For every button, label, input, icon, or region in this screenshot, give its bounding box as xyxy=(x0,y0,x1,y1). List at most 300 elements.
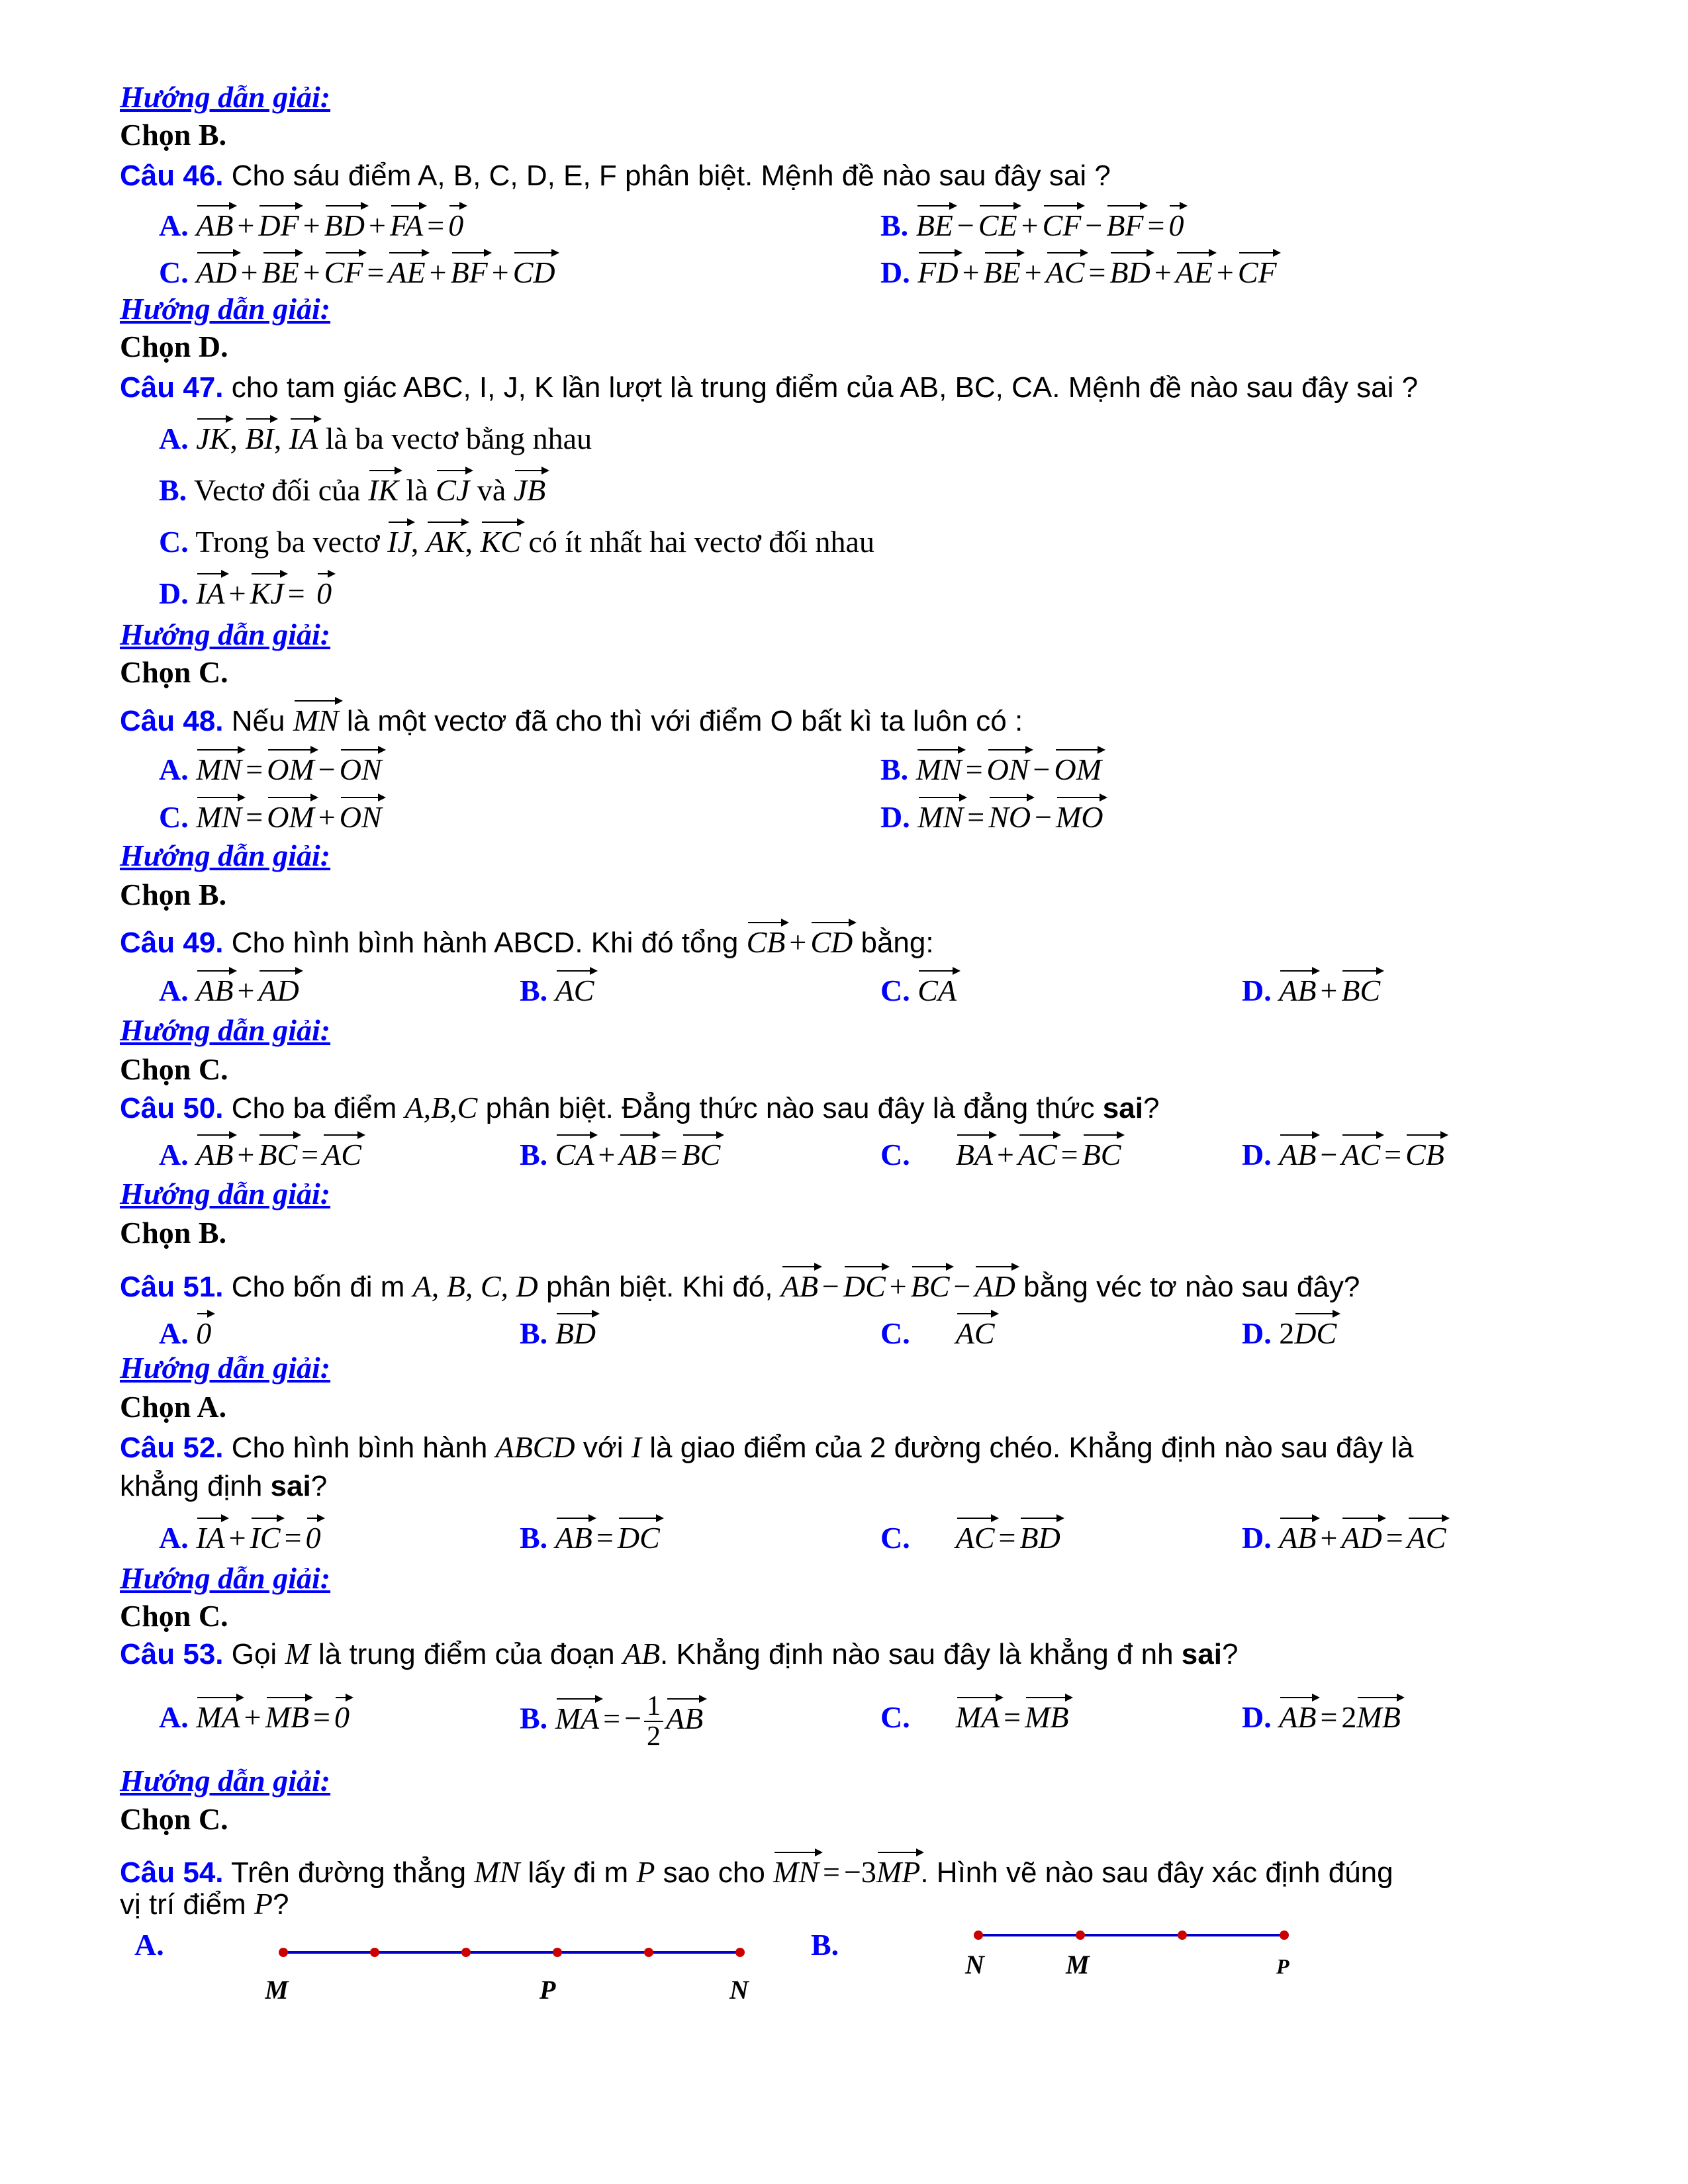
text-run: I xyxy=(631,1430,642,1464)
option-53-d: D. AB = 2MB xyxy=(1242,1692,1401,1737)
math-operator: + xyxy=(889,1269,907,1303)
answer-text: Chọn B. xyxy=(120,118,227,152)
vector-term: MA xyxy=(555,1693,599,1738)
option-label: B. xyxy=(520,974,548,1007)
vector-term: BD xyxy=(1109,247,1150,292)
vector-term: 0 xyxy=(448,200,463,245)
math-operator: = xyxy=(823,1855,840,1889)
math-operator: + xyxy=(228,1521,246,1555)
option-50-d xyxy=(1242,1129,1444,1174)
text-run: Nếu xyxy=(223,705,293,737)
math-operator: + xyxy=(429,255,447,289)
vector-term: IA xyxy=(289,413,318,458)
option-46-d xyxy=(880,247,1277,292)
option-47-a: A. JK, BI, IA là ba vectơ bằng nhau xyxy=(159,413,592,458)
option-label: D. xyxy=(1242,1521,1272,1555)
vector-term: MA xyxy=(196,1692,240,1737)
option-51-c xyxy=(880,1308,995,1353)
text-run: Hướng dẫn giải: xyxy=(120,1013,331,1047)
text-run: ? xyxy=(310,1470,328,1502)
solution-heading xyxy=(120,1175,330,1213)
vector-term: BD xyxy=(555,1308,596,1353)
option-label: A. xyxy=(159,974,189,1007)
vector-term: AB xyxy=(619,1129,656,1174)
vector-term: OM xyxy=(1055,744,1102,789)
vector-term: BD xyxy=(1019,1512,1060,1557)
option-48-c xyxy=(159,792,382,837)
figure-b-label-n: N xyxy=(965,1950,984,1979)
vector-term: AC xyxy=(322,1129,361,1174)
option-49-d xyxy=(1242,965,1380,1010)
option-label: B. xyxy=(159,473,187,507)
option-52-d xyxy=(1242,1512,1446,1557)
option-label: D. xyxy=(1242,1700,1272,1734)
option-53-a xyxy=(159,1692,350,1737)
math-operator: = xyxy=(287,576,305,610)
vector-term: AE xyxy=(1176,247,1213,292)
vector-term: IA xyxy=(196,568,224,613)
option-label: B. xyxy=(811,1928,839,1962)
text-run: ? xyxy=(1143,1092,1160,1124)
vector-term: AE xyxy=(388,247,425,292)
option-label: A. xyxy=(159,752,189,786)
vector-term: BF xyxy=(451,247,488,292)
answer-choice xyxy=(120,1800,228,1839)
vector-term: FA xyxy=(390,200,423,245)
text-run: Câu 52. xyxy=(120,1432,224,1464)
solution-heading xyxy=(120,78,330,116)
vector-term: BA xyxy=(956,1129,993,1174)
option-49-a xyxy=(159,965,299,1010)
option-52-c xyxy=(880,1512,1060,1557)
figure-a-dot xyxy=(735,1948,745,1957)
vector-term: CB xyxy=(747,917,786,962)
vector-term: OM xyxy=(267,792,314,837)
vector-term: BC xyxy=(682,1129,721,1174)
math-operator: + xyxy=(303,255,320,289)
vector-term: MN xyxy=(917,792,963,837)
vector-term: DF xyxy=(258,200,299,245)
figure-a-dot xyxy=(644,1948,653,1957)
text-run: Cho hình bình hành xyxy=(223,1432,496,1464)
vector-term: DC xyxy=(1294,1308,1336,1353)
option-53-b: B. MA = − $\frac{1}{2}$ AB xyxy=(520,1691,704,1752)
option-label: A. xyxy=(159,422,189,455)
option-51-d: D. 2DC xyxy=(1242,1308,1336,1353)
vector-term: AB xyxy=(196,200,233,245)
vector-term: AD xyxy=(196,247,236,292)
text-run: Hướng dẫn giải: xyxy=(120,1764,331,1797)
math-operator: = xyxy=(1147,208,1165,242)
text-run: lấy đi m xyxy=(520,1856,637,1889)
text-run: Hướng dẫn giải: xyxy=(120,1177,331,1210)
vector-term: CD xyxy=(513,247,555,292)
math-operator: = xyxy=(427,208,445,242)
option-47-c: C. Trong ba vectơ IJ, AK, KC có ít nhất hai vectơ đối nhau xyxy=(159,516,874,561)
vector-term: AD xyxy=(1341,1512,1382,1557)
vector-term: BF xyxy=(1106,200,1143,245)
vector-term: AB xyxy=(1279,1129,1316,1174)
vector-term: AC xyxy=(1341,1129,1380,1174)
text-run: bằng: xyxy=(853,927,934,959)
text-run: Câu 51. xyxy=(120,1271,224,1303)
vector-term: AC xyxy=(1018,1129,1057,1174)
vector-term: CD xyxy=(810,917,853,962)
option-label: D. xyxy=(1242,974,1272,1007)
vector-term: JB xyxy=(514,465,546,510)
vector-term: IC xyxy=(250,1512,281,1557)
text-run: Câu 48. xyxy=(120,705,224,737)
vector-term: 0 xyxy=(196,1308,211,1353)
option-label: A. xyxy=(159,208,189,242)
option-label: C. xyxy=(159,525,189,559)
math-operator: − xyxy=(953,1269,971,1303)
vector-term: AD xyxy=(974,1261,1015,1306)
option-48-d xyxy=(880,792,1103,837)
text-run: Câu 50. xyxy=(120,1092,224,1124)
math-operator: + xyxy=(244,1700,261,1734)
vector-term: BC xyxy=(258,1129,297,1174)
option-48-a xyxy=(159,744,382,789)
option-label: D. xyxy=(1242,1138,1272,1171)
text-run: P xyxy=(254,1887,273,1921)
figure-b-dot xyxy=(1280,1931,1289,1940)
math-operator: = xyxy=(603,1701,621,1735)
text-run: với xyxy=(575,1432,632,1464)
vector-term: DC xyxy=(618,1512,660,1557)
vector-term: CF xyxy=(1238,247,1277,292)
vector-term: ON xyxy=(340,792,382,837)
vector-term: 0 xyxy=(306,1512,321,1557)
math-operator: − xyxy=(318,752,336,786)
text-run: , xyxy=(423,1091,432,1124)
text-run: P xyxy=(636,1855,655,1889)
text-run: Hướng dẫn giải: xyxy=(120,1561,331,1595)
text-run: Chọn B. xyxy=(120,878,227,911)
text-run: ABCD xyxy=(495,1430,575,1464)
text-run: . Khẳng định nào sau đây là khẳng đ nh xyxy=(660,1638,1182,1670)
figure-a-dot xyxy=(279,1948,288,1957)
option-label: B. xyxy=(880,752,909,786)
option-50-b xyxy=(520,1129,720,1174)
solution-heading xyxy=(120,615,330,654)
text-run: . Hình vẽ nào sau đây xác định đúng xyxy=(920,1856,1393,1889)
math-operator: + xyxy=(369,208,386,242)
option-label: A. xyxy=(159,1138,189,1171)
figure-b-dot xyxy=(974,1931,983,1940)
solution-heading xyxy=(120,1559,330,1598)
option-49-b xyxy=(520,965,594,1010)
vector-term: 0 xyxy=(1168,200,1184,245)
math-operator: = xyxy=(313,1700,330,1734)
option-label: A. xyxy=(134,1928,164,1962)
vector-term: CB xyxy=(1405,1129,1444,1174)
option-label: C. xyxy=(880,1700,910,1734)
vector-term: AC xyxy=(555,965,594,1010)
math-operator: = xyxy=(246,800,263,834)
vector-term: AB xyxy=(1279,1692,1316,1737)
vector-term: AC xyxy=(956,1512,995,1557)
option-label: C. xyxy=(880,1316,910,1350)
question-54-line2 xyxy=(120,1885,289,1924)
vector-term: MB xyxy=(1025,1692,1068,1737)
option-label: A. xyxy=(159,1700,189,1734)
text-run: là một vectơ đã cho thì với điểm O bất kì ta luôn có : xyxy=(338,705,1023,737)
question-49 xyxy=(120,917,934,962)
question-48 xyxy=(120,695,1023,741)
option-label: B. xyxy=(520,1701,548,1735)
math-operator: − xyxy=(1033,752,1051,786)
text-run: sai xyxy=(1181,1638,1222,1670)
vector-term: AC xyxy=(956,1308,995,1353)
math-operator: + xyxy=(228,576,246,610)
option-label: B. xyxy=(520,1521,548,1555)
math-operator: − xyxy=(1320,1138,1338,1171)
option-label: B. xyxy=(880,208,909,242)
math-operator: + xyxy=(237,974,255,1007)
figure-a-label-n: N xyxy=(729,1975,749,2005)
vector-term: 0 xyxy=(334,1692,350,1737)
text-run: C xyxy=(457,1091,478,1124)
figure-a-dot xyxy=(553,1948,562,1957)
option-53-c xyxy=(880,1692,1069,1737)
vector-term: CE xyxy=(978,200,1017,245)
math-operator: + xyxy=(1216,255,1234,289)
math-operator: = xyxy=(284,1521,302,1555)
math-operator: + xyxy=(318,800,336,834)
solution-heading xyxy=(120,290,330,328)
text-run: bằng véc tơ nào sau đây? xyxy=(1015,1271,1360,1303)
text-run: khẳng định xyxy=(120,1470,271,1502)
figure-b-dot xyxy=(1076,1931,1085,1940)
text-run: là giao điểm của 2 đường chéo. Khẳng định nào sau đây là xyxy=(641,1432,1414,1464)
vector-term: AB xyxy=(781,1261,818,1306)
math-operator: = xyxy=(246,752,263,786)
vector-term: MB xyxy=(1356,1692,1400,1737)
text-run: B xyxy=(431,1091,450,1124)
math-operator: + xyxy=(1320,1521,1338,1555)
math-operator: = xyxy=(596,1521,614,1555)
figure-b xyxy=(953,1919,1311,1999)
option-48-b xyxy=(880,744,1102,789)
vector-term: MO xyxy=(1056,792,1103,837)
option-51-a xyxy=(159,1308,211,1353)
question-54: Câu 54. Trên đường thẳng MN lấy đi m P sao cho MN = −3MP. Hình vẽ nào sau đây xác định đúng xyxy=(120,1846,1393,1892)
answer-choice xyxy=(120,1597,228,1635)
vector-term: MN xyxy=(916,744,962,789)
question-label: Câu 46. xyxy=(120,159,224,192)
figure-a-dot xyxy=(461,1948,471,1957)
figure-a-label-p: P xyxy=(539,1975,556,2005)
solution-heading xyxy=(120,1349,330,1387)
vector-term: AB xyxy=(1279,1512,1316,1557)
figure-a-label xyxy=(134,1926,164,1964)
answer-choice xyxy=(120,328,228,366)
vector-term: IK xyxy=(368,465,399,510)
text-run: Cho ba điểm xyxy=(223,1092,405,1124)
vector-term: BE xyxy=(262,247,299,292)
text-run: sai xyxy=(1102,1092,1143,1124)
vector-term: BI xyxy=(245,413,273,458)
text-run: MN xyxy=(474,1855,520,1889)
text-run: Chọn A. xyxy=(120,1390,227,1424)
math-operator: + xyxy=(240,255,258,289)
option-label: C. xyxy=(159,255,189,289)
vector-term: 0 xyxy=(316,568,332,613)
text-run: ? xyxy=(273,1888,289,1921)
option-label: A. xyxy=(159,1521,189,1555)
text-run: vị trí điểm xyxy=(120,1888,254,1921)
text-run: Chọn C. xyxy=(120,1802,228,1836)
vector-term: MN xyxy=(773,1846,819,1891)
answer-choice xyxy=(120,1388,226,1426)
vector-term: MN xyxy=(196,792,242,837)
math-operator: = xyxy=(301,1138,319,1171)
text-run: M xyxy=(285,1637,310,1670)
figure-a xyxy=(265,1933,768,2019)
math-operator: + xyxy=(598,1138,616,1171)
option-46-b xyxy=(880,200,1184,245)
vector-term: DC xyxy=(843,1261,886,1306)
text-run: ? xyxy=(1221,1638,1239,1670)
vector-term: AB xyxy=(196,965,233,1010)
text-run: Hướng dẫn giải: xyxy=(120,617,331,651)
math-operator: = xyxy=(998,1521,1016,1555)
vector-term: KC xyxy=(481,516,521,561)
vector-term: ON xyxy=(340,744,382,789)
vector-term: AK xyxy=(426,516,465,561)
math-operator: = xyxy=(1384,1138,1402,1171)
math-operator: + xyxy=(962,255,980,289)
figure-b-label xyxy=(811,1926,839,1964)
option-47-d xyxy=(159,568,332,613)
option-50-a xyxy=(159,1129,361,1174)
option-label: C. xyxy=(880,974,910,1007)
math-operator: − xyxy=(821,1269,839,1303)
answer-choice xyxy=(120,1214,226,1252)
vector-term: BC xyxy=(911,1261,950,1306)
vector-term: IJ xyxy=(387,516,411,561)
figure-b-label-p: P xyxy=(1276,1954,1289,1978)
vector-term: MP xyxy=(876,1846,920,1891)
vector-term: BE xyxy=(916,200,953,245)
option-51-b xyxy=(520,1308,596,1353)
text-run: Chọn C. xyxy=(120,655,228,689)
vector-term: CJ xyxy=(436,465,469,510)
text-run: Hướng dẫn giải: xyxy=(120,1351,331,1385)
vector-term: OM xyxy=(267,744,314,789)
math-operator: = xyxy=(1385,1521,1403,1555)
math-operator: = xyxy=(967,800,985,834)
vector-term: MA xyxy=(956,1692,1000,1737)
question-53 xyxy=(120,1635,1238,1674)
vector-term: AB xyxy=(666,1693,703,1738)
vector-term: AB xyxy=(1279,965,1316,1010)
text-run: Câu 49. xyxy=(120,927,224,959)
math-operator: = xyxy=(965,752,983,786)
text-run: Chọn D. xyxy=(120,330,228,363)
text-run: Trên đường thẳng xyxy=(223,1856,475,1889)
option-label: D. xyxy=(880,255,910,289)
option-label: C. xyxy=(880,1138,910,1171)
answer-choice xyxy=(120,653,228,692)
solution-heading xyxy=(120,837,330,875)
math-operator: − xyxy=(1085,208,1103,242)
option-label: D. xyxy=(1242,1316,1272,1350)
option-label: C. xyxy=(880,1521,910,1555)
question-51 xyxy=(120,1261,1360,1306)
math-operator: = xyxy=(367,255,385,289)
answer-choice xyxy=(120,116,226,154)
solution-heading-text: Hướng dẫn giải: xyxy=(120,80,331,114)
fraction-one-half: $\frac{1}{2}$ xyxy=(644,1692,663,1751)
figure-b-dot xyxy=(1178,1931,1187,1940)
math-operator: = xyxy=(1320,1700,1338,1734)
option-52-a xyxy=(159,1512,321,1557)
vector-term: JK xyxy=(196,413,230,458)
text-run: Cho bốn đi m xyxy=(223,1271,413,1303)
text-run: Hướng dẫn giải: xyxy=(120,839,331,872)
vector-term: MB xyxy=(265,1692,309,1737)
text-run: sai xyxy=(270,1470,311,1502)
math-operator: = xyxy=(1060,1138,1078,1171)
text-run: Cho hình bình hành ABCD. Khi đó tổng xyxy=(223,927,747,959)
vector-term: ON xyxy=(987,744,1029,789)
option-label: B. xyxy=(520,1138,548,1171)
question-52-line2 xyxy=(120,1467,327,1506)
text-run: Chọn C. xyxy=(120,1052,228,1086)
question-text: Cho sáu điểm A, B, C, D, E, F phân biệt. Mệnh đề nào sau đây sai ? xyxy=(223,159,1111,192)
option-46-a xyxy=(159,200,463,245)
figure-b-label-m: M xyxy=(1066,1950,1090,1979)
math-operator: − xyxy=(1035,800,1053,834)
option-label: C. xyxy=(159,800,189,834)
vector-term: CF xyxy=(1043,200,1082,245)
math-operator: = xyxy=(1088,255,1106,289)
text-run: cho tam giác ABC, I, J, K lần lượt là trung điểm của AB, BC, CA. Mệnh đề nào sau đây sai ? xyxy=(223,371,1419,404)
option-label: A. xyxy=(159,1316,189,1350)
vector-term: FD xyxy=(917,247,958,292)
math-operator: − xyxy=(957,208,974,242)
vector-term: BC xyxy=(1082,1129,1121,1174)
math-operator: + xyxy=(1154,255,1172,289)
vector-term: NO xyxy=(988,792,1031,837)
figure-a-dot xyxy=(370,1948,379,1957)
vector-term: MN xyxy=(293,695,339,740)
math-operator: + xyxy=(303,208,320,242)
question-52 xyxy=(120,1428,1413,1467)
math-operator: + xyxy=(1024,255,1042,289)
option-46-c xyxy=(159,247,555,292)
option-47-b: B. Vectơ đối của IK là CJ và JB xyxy=(159,465,545,510)
math-operator: + xyxy=(1021,208,1039,242)
text-run: phân biệt. Khi đó, xyxy=(538,1271,781,1303)
text-run: Câu 47. xyxy=(120,371,224,404)
solution-heading xyxy=(120,1011,330,1050)
vector-term: BD xyxy=(324,200,365,245)
vector-term: AC xyxy=(1046,247,1085,292)
option-49-c xyxy=(880,965,957,1010)
math-operator: + xyxy=(1320,974,1338,1007)
vector-term: IA xyxy=(196,1512,224,1557)
math-operator: + xyxy=(491,255,509,289)
option-label: D. xyxy=(159,576,189,610)
math-operator: + xyxy=(237,1138,255,1171)
math-operator: + xyxy=(996,1138,1014,1171)
math-operator: + xyxy=(237,208,255,242)
text-run: sao cho xyxy=(655,1856,774,1889)
vector-term: CF xyxy=(324,247,363,292)
